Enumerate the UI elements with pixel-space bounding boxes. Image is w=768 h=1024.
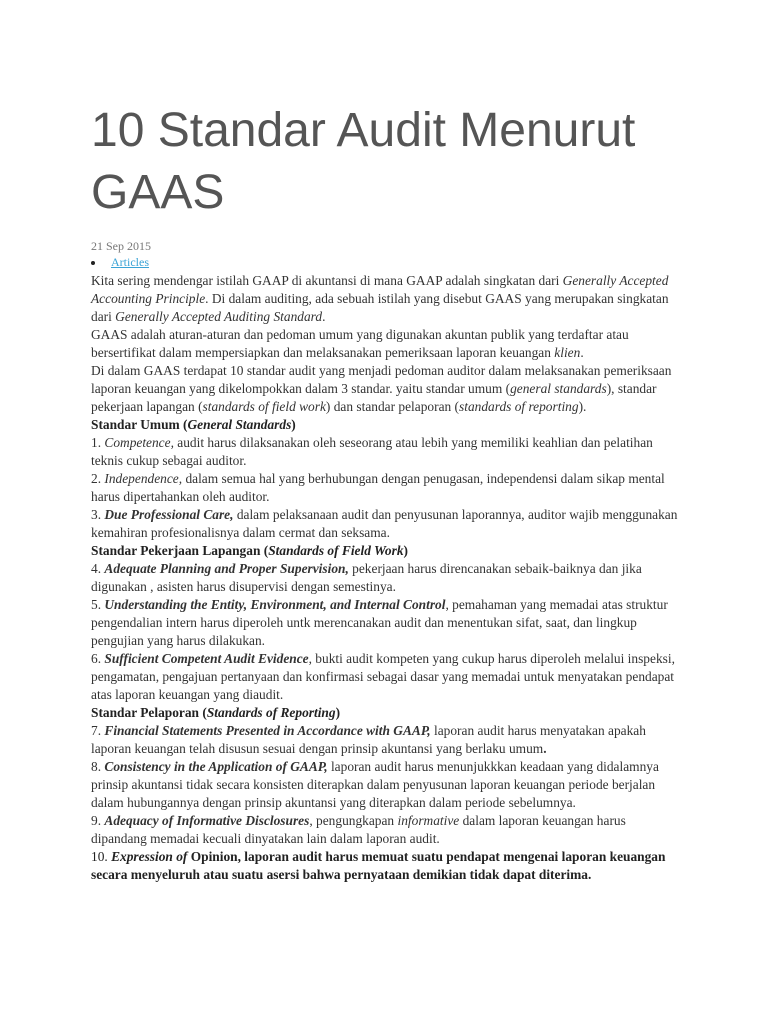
bullet-icon — [91, 261, 95, 265]
standard-item-10: 10. Expression of Opinion, laporan audit harus memuat suatu pendapat mengenai laporan keuangan secara menyeluruh atau suatu asersi bahwa pernyataan demikian tidak dapat diterima. — [91, 849, 666, 882]
standard-item-7: 7. Financial Statements Presented in Accordance with GAAP, laporan audit harus menyatakan apakah laporan keuangan telah disusun sesuai dengan prinsip akuntansi yang berlaku umum. — [91, 723, 646, 756]
standard-item-2: 2. Independence, dalam semua hal yang berhubungan dengan penugasan, independensi dalam sikap mental harus dipertahankan oleh auditor. — [91, 471, 665, 504]
article-body — [91, 272, 681, 884]
standard-item-3: 3. Due Professional Care, dalam pelaksanaan audit dan penyusunan laporannya, auditor wajib menggunakan kemahiran profesionalisnya dalam cermat dan seksama. — [91, 507, 678, 540]
category-list — [91, 255, 149, 269]
standard-item-4: 4. Adequate Planning and Proper Supervision, pekerjaan harus direncanakan sebaik-baiknya dan jika digunakan , asisten harus disupervisi dengan semestinya. — [91, 561, 642, 594]
intro-paragraph-3: Di dalam GAAS terdapat 10 standar audit yang menjadi pedoman auditor dalam melaksanakan pemeriksaan laporan keuangan yang dikelompokkan dalam 3 standar. yaitu standar umum (general standards), standar pekerjaan lapangan (standards of field work) dan standar pelaporan (standards of reporting). — [91, 363, 672, 414]
standard-item-6: 6. Sufficient Competent Audit Evidence, bukti audit kompeten yang cukup harus diperoleh melalui inspeksi, pengamatan, pengajuan pertanyaan dan konfirmasi sebagai dasar yang memadai untuk menyatakan pendapat atas laporan keuangan yang diaudit. — [91, 651, 675, 702]
article-title: 10 Standar Audit Menurut GAAS — [91, 104, 636, 219]
standard-item-8: 8. Consistency in the Application of GAAP, laporan audit harus menunjukkkan keadaan yang didalamnya prinsip akuntansi tidak secara konsisten diterapkan dalam penyusunan laporan keuangan periode berjalan dalam hubungannya dengan prinsip akuntansi yang diterapkan dalam periode sebelumnya. — [91, 759, 659, 810]
section-heading-reporting: Standar Pelaporan (Standards of Reporting) — [91, 705, 341, 720]
intro-paragraph-2: GAAS adalah aturan-aturan dan pedoman umum yang digunakan akuntan publik yang terdaftar atau bersertifikat dalam mempersiapkan dan melaksanakan pemeriksaan laporan keuangan klien. — [91, 327, 629, 360]
standard-item-5: 5. Understanding the Entity, Environment, and Internal Control, pemahaman yang memadai atas struktur pengendalian intern harus diperoleh untk merencanakan audit dan menentukan sifat, saat, dan lingkup pengujian yang harus dilakukan. — [91, 597, 668, 648]
category-item — [91, 255, 149, 269]
section-heading-field-work: Standar Pekerjaan Lapangan (Standards of Field Work) — [91, 543, 408, 558]
section-heading-general: Standar Umum (General Standards) — [91, 417, 296, 432]
standard-item-1: 1. Competence, audit harus dilaksanakan oleh seseorang atau lebih yang memiliki keahlian dan pelatihan teknis cukup sebagai auditor. — [91, 435, 653, 468]
intro-paragraph-1: Kita sering mendengar istilah GAAP di akuntansi di mana GAAP adalah singkatan dari Generally Accepted Accounting Principle. Di dalam auditing, ada sebuah istilah yang disebut GAAS yang merupakan singkatan dari Generally Accepted Auditing Standard. — [91, 273, 669, 324]
category-link-articles[interactable]: Articles — [111, 255, 149, 269]
post-date: 21 Sep 2015 — [91, 239, 151, 253]
standard-item-9: 9. Adequacy of Informative Disclosures, pengungkapan informative dalam laporan keuangan harus dipandang memadai kecuali dinyatakan lain dalam laporan audit. — [91, 813, 626, 846]
